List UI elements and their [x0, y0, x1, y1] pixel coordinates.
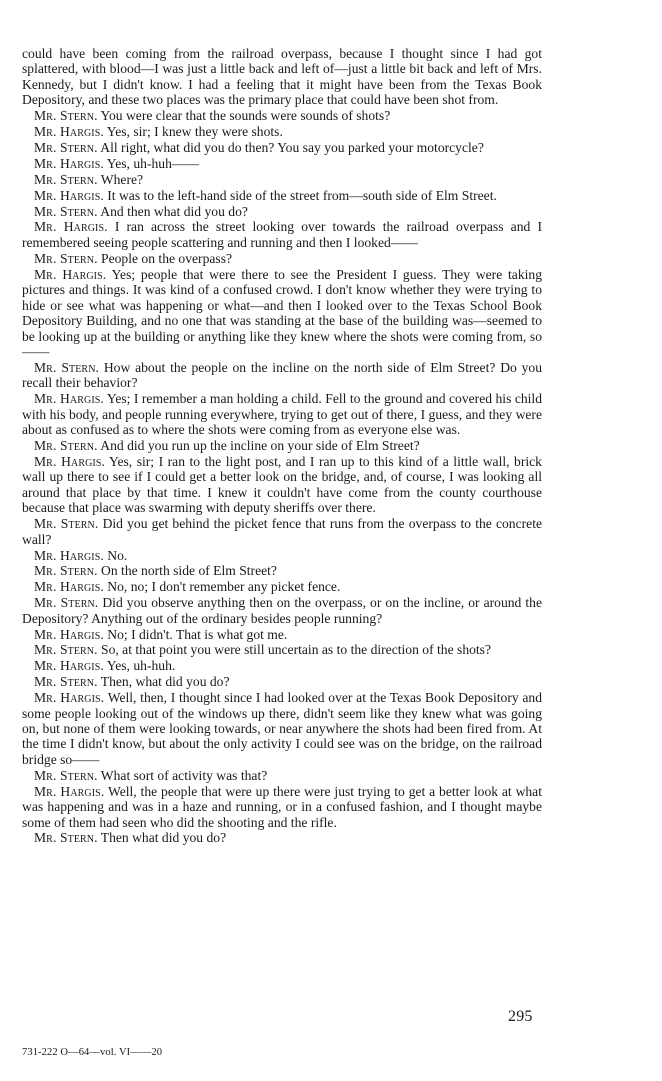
speaker-name: Mr. Stern.	[34, 767, 98, 783]
testimony-turn	[22, 548, 542, 563]
speaker-name: Mr. Hargis.	[34, 266, 107, 282]
testimony-turn	[22, 172, 542, 187]
testimony-turn	[22, 595, 542, 626]
testimony-turn	[22, 454, 542, 516]
testimony-turn	[22, 516, 542, 547]
speech-text: No; I didn't. That is what got me.	[107, 626, 288, 642]
speaker-name: Mr. Stern.	[34, 438, 98, 454]
speech-text: And then what did you do?	[100, 203, 248, 219]
speech-text: Yes; I remember a man holding a child. Fell to the ground and covered his child with his body, and people running everywhere, trying to get out of there, I guess, and they were about as confused as to where the shots were coming from as everyone else was.	[22, 391, 542, 438]
speaker-name: Mr. Hargis.	[34, 658, 104, 674]
speech-text: Yes; people that were there to see the President I guess. They were taking pictures and things. It was kind of a confused crowd. I don't know whether they were trying to hide or see what was happening or what—and then I looked over to the Texas School Book Depository Building, and no one that was standing at the base of the building was—seemed to be looking up at the building or anything like they knew where the shots were coming from, so——	[22, 266, 542, 359]
testimony-turn	[22, 563, 542, 578]
testimony-turn	[22, 204, 542, 219]
speaker-name: Mr. Hargis.	[34, 453, 105, 469]
testimony-turn	[22, 267, 542, 360]
testimony-turn	[22, 251, 542, 266]
testimony-turn	[22, 156, 542, 171]
speech-text: Yes, sir; I knew they were shots.	[106, 124, 283, 140]
testimony-turn	[22, 391, 542, 437]
testimony-turn	[22, 140, 542, 155]
testimony-turn	[22, 579, 542, 594]
testimony-turn	[22, 658, 542, 673]
testimony-turns	[22, 108, 542, 846]
speaker-name: Mr. Stern.	[34, 140, 98, 156]
speaker-name: Mr. Stern.	[34, 674, 98, 690]
speech-text: Did you observe anything then on the overpass, or on the incline, or around the Depository? Anything out of the ordinary besides people running?	[22, 595, 542, 626]
speech-text: Well, then, I thought since I had looked over at the Texas Book Depository and some people looking out of the windows up there, didn't seem like they knew what was going on, but none of them were looking towards, or near anywhere the shots had been fired from. At the time I didn't know, but about the only activity I could see was on the bridge, on the railroad bridge so——	[22, 690, 543, 767]
speech-text: What sort of activity was that?	[100, 767, 268, 783]
speaker-name: Mr. Hargis.	[34, 690, 105, 706]
speaker-name: Mr. Stern.	[34, 359, 100, 375]
opening-paragraph: could have been coming from the railroad overpass, because I thought since I had got splattered, with blood—I was just a little back and left of—just a little bit back and left of Mrs. Kennedy, but I didn't know. I had a feeling that it might have been from the Texas Book Depository, and these two places was the primary place that could have been shot from.	[22, 46, 542, 108]
speech-text: And did you run up the incline on your side of Elm Street?	[100, 438, 420, 454]
speaker-name: Mr. Hargis.	[34, 547, 104, 563]
testimony-turn	[22, 188, 542, 203]
speaker-name: Mr. Hargis.	[34, 187, 104, 203]
speech-text: Then what did you do?	[100, 830, 227, 846]
testimony-text	[22, 46, 542, 846]
speech-text: Yes, uh-huh.	[106, 658, 176, 674]
speech-text: On the north side of Elm Street?	[101, 563, 277, 579]
speaker-name: Mr. Hargis.	[34, 219, 108, 235]
speaker-name: Mr. Hargis.	[34, 391, 104, 407]
speech-text: No, no; I don't remember any picket fence.	[107, 579, 341, 595]
speech-text: No.	[107, 547, 128, 563]
testimony-turn	[22, 674, 542, 689]
testimony-turn	[22, 219, 542, 250]
speaker-name: Mr. Stern.	[34, 203, 98, 219]
testimony-turn	[22, 124, 542, 139]
testimony-turn	[22, 438, 542, 453]
speech-text: Did you get behind the picket fence that runs from the overpass to the concrete wall?	[22, 516, 542, 547]
testimony-turn	[22, 830, 542, 845]
speech-text: It was to the left-hand side of the street from—south side of Elm Street.	[107, 187, 497, 203]
testimony-turn	[22, 784, 542, 830]
page-number: 295	[508, 1008, 533, 1025]
testimony-turn	[22, 108, 542, 123]
speaker-name: Mr. Hargis.	[34, 626, 104, 642]
speaker-name: Mr. Stern.	[34, 830, 98, 846]
speech-text: Yes, uh-huh——	[106, 155, 200, 171]
speech-text: I ran across the street looking over towards the railroad overpass and I remembered seeing people scattering and running and then I looked——	[22, 219, 542, 250]
speaker-name: Mr. Stern.	[34, 595, 99, 611]
speaker-name: Mr. Stern.	[34, 250, 98, 266]
speaker-name: Mr. Stern.	[34, 642, 98, 658]
speech-text: Yes, sir; I ran to the light post, and I ran up to this kind of a little wall, brick wall up there to see if I could get a better look on the bridge, and, of course, I was looking all around that place by that time. I knew it couldn't have come from the county courthouse because that place was swarming with deputy sheriffs over there.	[22, 453, 542, 516]
speech-text: All right, what did you do then? You say you parked your motorcycle?	[100, 140, 484, 156]
speech-text: How about the people on the incline on the north side of Elm Street? Do you recall their behavior?	[22, 359, 542, 391]
speech-text: Well, the people that were up there were just trying to get a better look at what was happening and was in a haze and running, or in a confused fashion, and I thought maybe some of them had seen who did the shooting and the rifle.	[22, 783, 542, 830]
speaker-name: Mr. Stern.	[34, 171, 98, 187]
speaker-name: Mr. Hargis.	[34, 783, 105, 799]
testimony-turn	[22, 360, 542, 391]
speaker-name: Mr. Stern.	[34, 516, 99, 532]
speech-text: You were clear that the sounds were sounds of shots?	[100, 108, 391, 124]
speaker-name: Mr. Stern.	[34, 108, 98, 124]
speaker-name: Mr. Hargis.	[34, 124, 104, 140]
speaker-name: Mr. Hargis.	[34, 579, 104, 595]
testimony-turn	[22, 690, 542, 767]
footer-print-code: 731-222 O—64—vol. VI——20	[22, 1047, 163, 1058]
speech-text: Then, what did you do?	[100, 674, 230, 690]
speech-text: So, at that point you were still uncertain as to the direction of the shots?	[101, 642, 492, 658]
speaker-name: Mr. Stern.	[34, 563, 98, 579]
testimony-turn	[22, 627, 542, 642]
testimony-turn	[22, 768, 542, 783]
speaker-name: Mr. Hargis.	[34, 155, 104, 171]
speech-text: People on the overpass?	[101, 250, 233, 266]
speech-text: Where?	[100, 171, 144, 187]
testimony-turn	[22, 642, 542, 657]
